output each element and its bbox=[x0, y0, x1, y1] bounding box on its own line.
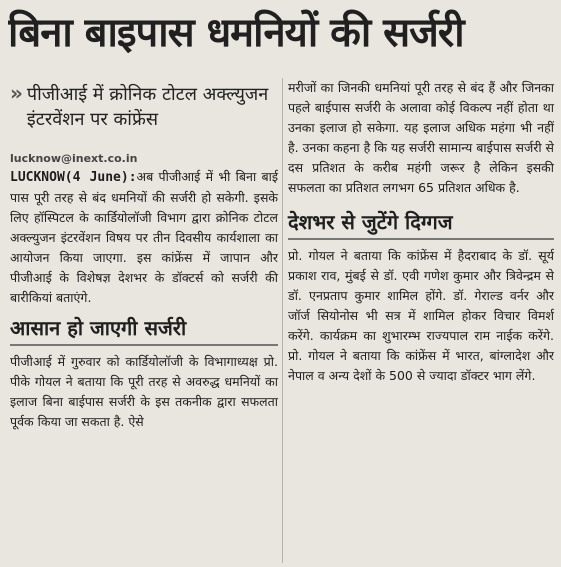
subheadline bbox=[10, 82, 278, 132]
dateline: LUCKNOW(4 June): bbox=[10, 170, 137, 185]
paragraph-continuation: मरीजों का जिनकी धमनियां पूरी तरह से बंद हैं और जिनका पहले बाईपास सर्जरी के अलावा कोई विकल्प नहीं होता था उनका इलाज हो सकेगा. यह इलाज अधिक महंगा भी नहीं है. उनका कहना है कि यह सर्जरी सामान्य बाईपास सर्जरी से दस प्रतिशत के करीब महंगी जरूर है लेकिन इसकी सफलता का प्रतिशत लगभग 65 प्रतिशत अधिक है. bbox=[288, 80, 554, 195]
section-heading-easy-surgery: आसान हो जाएगी सर्जरी bbox=[10, 314, 278, 346]
subheadline-text: पीजीआई में क्रोनिक टोटल अक्ल्युजन इंटरवेंशन पर कांफ्रेंस bbox=[26, 84, 269, 130]
right-column bbox=[288, 78, 554, 386]
column-divider bbox=[282, 78, 283, 563]
byline-email: lucknow@inext.co.in bbox=[10, 152, 138, 165]
paragraph-intro bbox=[10, 167, 278, 308]
headline: बिना बाइपास धमनियों की सर्जरी bbox=[8, 10, 464, 56]
paragraph-intro-text: अब पीजीआई में भी बिना बाई पास पूरी तरह से बंद धमनियों की सर्जरी हो सकेगी. इसके लिए हॉस्पिटल के कार्डियोलॉजी विभाग द्वारा क्रोनिक टोटल अक्ल्युजन इंटरवेंशन विषय पर तीन दिवसीय कार्यशाला का आयोजन किया जाएगा. इस कांफ्रेंस में जापान और पीजीआई के विशेषज्ञ देशभर के डॉक्टर्स को सर्जरी की बारीकियां बताएंगे. bbox=[10, 169, 278, 305]
double-chevron-icon: » bbox=[10, 81, 23, 105]
section-heading-experts: देशभर से जुटेंगे दिग्गज bbox=[288, 208, 554, 240]
paragraph-goyal: पीजीआई में गुरुवार को कार्डियोलॉजी के विभागाध्यक्ष प्रो. पीके गोयल ने बताया कि पूरी तरह से अवरुद्ध धमनियों का इलाज बिना बाईपास सर्जरी के इस तकनीक द्वारा सफलता पूर्वक किया जा सकता है. ऐसे bbox=[10, 354, 278, 429]
paragraph-experts: प्रो. गोयल ने बताया कि कांफ्रेंस में हैदराबाद के डॉ. सूर्य प्रकाश राव, मुंबई से डॉ. एवी गणेश कुमार और त्रिवेन्द्रम से डॉ. एनप्रताप कुमार शामिल होंगे. डॉ. गेराल्ड वर्नर और जॉर्ज सियोनोस भी सत्र में शामिल होकर विचार विमर्श करेंगे. कार्यक्रम का शुभारम्भ राज्यपाल राम नाईक करेंगे. प्रो. गोयल ने बताया कि कांफ्रेंस में भारत, बांग्लादेश और नेपाल व अन्य देशों के 500 से ज्यादा डॉक्टर भाग लेंगे. bbox=[288, 248, 554, 383]
left-column bbox=[10, 78, 278, 432]
